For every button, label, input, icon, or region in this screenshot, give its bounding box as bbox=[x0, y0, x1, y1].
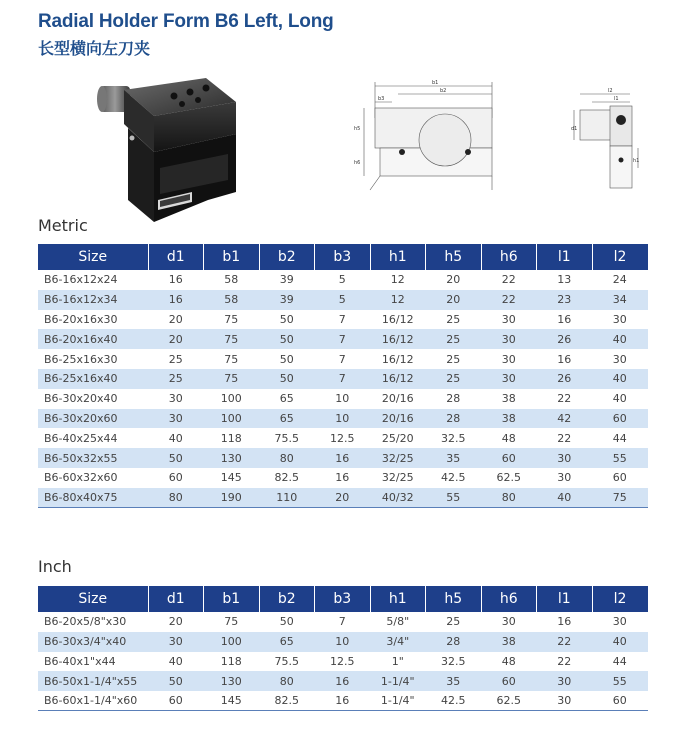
table-row bbox=[38, 428, 648, 448]
value-cell: 20 bbox=[148, 329, 204, 349]
value-cell: 44 bbox=[592, 428, 648, 448]
drawing-label-l1: l1 bbox=[614, 96, 619, 102]
value-cell: 80 bbox=[481, 488, 537, 508]
value-cell: 5/8" bbox=[370, 612, 426, 632]
value-cell: 55 bbox=[592, 448, 648, 468]
value-cell: 40 bbox=[148, 428, 204, 448]
column-header: d1 bbox=[148, 586, 204, 612]
column-header: l2 bbox=[592, 586, 648, 612]
value-cell: 3/4" bbox=[370, 632, 426, 652]
technical-drawing-side-view bbox=[570, 88, 642, 193]
page-title: Radial Holder Form B6 Left, Long bbox=[38, 11, 334, 32]
value-cell: 80 bbox=[148, 488, 204, 508]
drawing-label-h5: h5 bbox=[354, 126, 361, 132]
value-cell: 30 bbox=[148, 389, 204, 409]
table-row bbox=[38, 290, 648, 310]
table-row bbox=[38, 389, 648, 409]
value-cell: 16/12 bbox=[370, 310, 426, 330]
value-cell: 12 bbox=[370, 290, 426, 310]
value-cell: 50 bbox=[259, 310, 315, 330]
value-cell: 28 bbox=[426, 389, 482, 409]
value-cell: 30 bbox=[148, 409, 204, 429]
value-cell: 100 bbox=[204, 632, 260, 652]
value-cell: 7 bbox=[315, 369, 371, 389]
value-cell: 28 bbox=[426, 632, 482, 652]
value-cell: 38 bbox=[481, 389, 537, 409]
technical-drawing-front-view bbox=[350, 78, 495, 193]
column-header: b2 bbox=[259, 244, 315, 270]
column-header: h6 bbox=[481, 586, 537, 612]
table-row bbox=[38, 448, 648, 468]
size-cell: B6-30x20x40 bbox=[38, 389, 148, 409]
value-cell: 32/25 bbox=[370, 468, 426, 488]
column-header: b3 bbox=[315, 244, 371, 270]
value-cell: 60 bbox=[592, 691, 648, 711]
value-cell: 42.5 bbox=[426, 691, 482, 711]
value-cell: 30 bbox=[481, 369, 537, 389]
value-cell: 62.5 bbox=[481, 468, 537, 488]
table-row bbox=[38, 671, 648, 691]
drawing-label-b3: b3 bbox=[378, 96, 385, 102]
size-cell: B6-60x32x60 bbox=[38, 468, 148, 488]
value-cell: 30 bbox=[537, 468, 593, 488]
value-cell: 30 bbox=[537, 671, 593, 691]
value-cell: 82.5 bbox=[259, 468, 315, 488]
value-cell: 20/16 bbox=[370, 409, 426, 429]
table-row bbox=[38, 652, 648, 672]
value-cell: 30 bbox=[592, 612, 648, 632]
value-cell: 16 bbox=[315, 671, 371, 691]
value-cell: 13 bbox=[537, 270, 593, 290]
size-cell: B6-30x3/4"x40 bbox=[38, 632, 148, 652]
size-cell: B6-50x1-1/4"x55 bbox=[38, 671, 148, 691]
value-cell: 7 bbox=[315, 329, 371, 349]
table-row bbox=[38, 349, 648, 369]
value-cell: 16 bbox=[537, 349, 593, 369]
value-cell: 25 bbox=[426, 329, 482, 349]
table-row bbox=[38, 329, 648, 349]
size-cell: B6-60x1-1/4"x60 bbox=[38, 691, 148, 711]
value-cell: 16 bbox=[315, 448, 371, 468]
value-cell: 40/32 bbox=[370, 488, 426, 508]
drawing-label-b1: b1 bbox=[432, 80, 439, 86]
value-cell: 25 bbox=[426, 310, 482, 330]
value-cell: 24 bbox=[592, 270, 648, 290]
value-cell: 30 bbox=[537, 448, 593, 468]
value-cell: 80 bbox=[259, 671, 315, 691]
value-cell: 60 bbox=[592, 409, 648, 429]
size-cell: B6-50x32x55 bbox=[38, 448, 148, 468]
size-cell: B6-80x40x75 bbox=[38, 488, 148, 508]
value-cell: 40 bbox=[592, 329, 648, 349]
value-cell: 75 bbox=[592, 488, 648, 508]
value-cell: 60 bbox=[481, 671, 537, 691]
value-cell: 145 bbox=[204, 691, 260, 711]
value-cell: 110 bbox=[259, 488, 315, 508]
drawing-label-d1: d1 bbox=[571, 126, 578, 132]
value-cell: 25 bbox=[426, 612, 482, 632]
value-cell: 25 bbox=[148, 369, 204, 389]
value-cell: 44 bbox=[592, 652, 648, 672]
size-cell: B6-30x20x60 bbox=[38, 409, 148, 429]
size-cell: B6-40x1"x44 bbox=[38, 652, 148, 672]
value-cell: 42 bbox=[537, 409, 593, 429]
value-cell: 40 bbox=[148, 652, 204, 672]
value-cell: 25/20 bbox=[370, 428, 426, 448]
value-cell: 62.5 bbox=[481, 691, 537, 711]
value-cell: 22 bbox=[537, 652, 593, 672]
value-cell: 12.5 bbox=[315, 428, 371, 448]
metric-spec-table bbox=[38, 244, 648, 508]
value-cell: 32/25 bbox=[370, 448, 426, 468]
value-cell: 16 bbox=[148, 290, 204, 310]
value-cell: 190 bbox=[204, 488, 260, 508]
value-cell: 16/12 bbox=[370, 329, 426, 349]
value-cell: 5 bbox=[315, 290, 371, 310]
value-cell: 100 bbox=[204, 409, 260, 429]
value-cell: 10 bbox=[315, 632, 371, 652]
column-header: b1 bbox=[204, 244, 260, 270]
value-cell: 48 bbox=[481, 428, 537, 448]
value-cell: 40 bbox=[592, 389, 648, 409]
size-cell: B6-40x25x44 bbox=[38, 428, 148, 448]
inch-header-row bbox=[38, 586, 648, 612]
value-cell: 48 bbox=[481, 652, 537, 672]
value-cell: 26 bbox=[537, 329, 593, 349]
product-photo bbox=[88, 72, 248, 232]
value-cell: 39 bbox=[259, 290, 315, 310]
value-cell: 12.5 bbox=[315, 652, 371, 672]
table-row bbox=[38, 270, 648, 290]
value-cell: 75.5 bbox=[259, 652, 315, 672]
column-header: h5 bbox=[426, 244, 482, 270]
value-cell: 30 bbox=[537, 691, 593, 711]
value-cell: 58 bbox=[204, 270, 260, 290]
value-cell: 38 bbox=[481, 632, 537, 652]
value-cell: 75 bbox=[204, 612, 260, 632]
value-cell: 55 bbox=[426, 488, 482, 508]
value-cell: 10 bbox=[315, 409, 371, 429]
column-header: b1 bbox=[204, 586, 260, 612]
value-cell: 65 bbox=[259, 389, 315, 409]
column-header: b2 bbox=[259, 586, 315, 612]
size-cell: B6-20x5/8"x30 bbox=[38, 612, 148, 632]
value-cell: 40 bbox=[592, 369, 648, 389]
value-cell: 16 bbox=[148, 270, 204, 290]
value-cell: 16 bbox=[537, 612, 593, 632]
value-cell: 16/12 bbox=[370, 369, 426, 389]
value-cell: 16 bbox=[315, 691, 371, 711]
value-cell: 1-1/4" bbox=[370, 691, 426, 711]
value-cell: 60 bbox=[148, 468, 204, 488]
value-cell: 30 bbox=[148, 632, 204, 652]
value-cell: 38 bbox=[481, 409, 537, 429]
drawing-label-h1: h1 bbox=[633, 158, 640, 164]
metric-section-label: Metric bbox=[38, 216, 88, 235]
value-cell: 60 bbox=[481, 448, 537, 468]
value-cell: 25 bbox=[426, 369, 482, 389]
value-cell: 75 bbox=[204, 329, 260, 349]
drawing-label-b2: b2 bbox=[440, 88, 447, 94]
inch-spec-table bbox=[38, 586, 648, 711]
value-cell: 22 bbox=[537, 632, 593, 652]
page-subtitle-chinese: 长型横向左刀夹 bbox=[38, 39, 151, 58]
table-row bbox=[38, 310, 648, 330]
column-header: b3 bbox=[315, 586, 371, 612]
value-cell: 16 bbox=[537, 310, 593, 330]
size-cell: B6-20x16x40 bbox=[38, 329, 148, 349]
value-cell: 50 bbox=[259, 612, 315, 632]
value-cell: 1-1/4" bbox=[370, 671, 426, 691]
value-cell: 58 bbox=[204, 290, 260, 310]
column-header: h1 bbox=[370, 244, 426, 270]
column-header: Size bbox=[38, 244, 148, 270]
value-cell: 34 bbox=[592, 290, 648, 310]
value-cell: 65 bbox=[259, 632, 315, 652]
value-cell: 40 bbox=[592, 632, 648, 652]
value-cell: 25 bbox=[426, 349, 482, 369]
value-cell: 30 bbox=[592, 310, 648, 330]
value-cell: 130 bbox=[204, 671, 260, 691]
value-cell: 75.5 bbox=[259, 428, 315, 448]
table-row bbox=[38, 468, 648, 488]
value-cell: 22 bbox=[537, 428, 593, 448]
value-cell: 60 bbox=[592, 468, 648, 488]
value-cell: 22 bbox=[537, 389, 593, 409]
table-row bbox=[38, 612, 648, 632]
value-cell: 7 bbox=[315, 612, 371, 632]
table-row bbox=[38, 409, 648, 429]
value-cell: 20 bbox=[315, 488, 371, 508]
value-cell: 75 bbox=[204, 349, 260, 369]
value-cell: 60 bbox=[148, 691, 204, 711]
value-cell: 22 bbox=[481, 290, 537, 310]
value-cell: 50 bbox=[259, 349, 315, 369]
value-cell: 40 bbox=[537, 488, 593, 508]
column-header: h1 bbox=[370, 586, 426, 612]
table-row bbox=[38, 369, 648, 389]
value-cell: 10 bbox=[315, 389, 371, 409]
value-cell: 82.5 bbox=[259, 691, 315, 711]
value-cell: 35 bbox=[426, 448, 482, 468]
value-cell: 50 bbox=[259, 329, 315, 349]
value-cell: 23 bbox=[537, 290, 593, 310]
column-header: h5 bbox=[426, 586, 482, 612]
column-header: Size bbox=[38, 586, 148, 612]
value-cell: 5 bbox=[315, 270, 371, 290]
value-cell: 80 bbox=[259, 448, 315, 468]
value-cell: 20 bbox=[426, 270, 482, 290]
column-header: h6 bbox=[481, 244, 537, 270]
value-cell: 1" bbox=[370, 652, 426, 672]
value-cell: 145 bbox=[204, 468, 260, 488]
column-header: l1 bbox=[537, 244, 593, 270]
value-cell: 16/12 bbox=[370, 349, 426, 369]
value-cell: 20 bbox=[148, 612, 204, 632]
value-cell: 65 bbox=[259, 409, 315, 429]
column-header: d1 bbox=[148, 244, 204, 270]
value-cell: 30 bbox=[481, 329, 537, 349]
value-cell: 7 bbox=[315, 349, 371, 369]
value-cell: 118 bbox=[204, 652, 260, 672]
value-cell: 50 bbox=[148, 671, 204, 691]
value-cell: 16 bbox=[315, 468, 371, 488]
table-row bbox=[38, 488, 648, 508]
inch-section-label: Inch bbox=[38, 557, 72, 576]
value-cell: 30 bbox=[481, 349, 537, 369]
drawing-label-l2: l2 bbox=[608, 88, 613, 94]
value-cell: 42.5 bbox=[426, 468, 482, 488]
value-cell: 28 bbox=[426, 409, 482, 429]
value-cell: 20/16 bbox=[370, 389, 426, 409]
value-cell: 32.5 bbox=[426, 428, 482, 448]
metric-header-row bbox=[38, 244, 648, 270]
value-cell: 30 bbox=[481, 612, 537, 632]
value-cell: 50 bbox=[259, 369, 315, 389]
size-cell: B6-25x16x30 bbox=[38, 349, 148, 369]
value-cell: 12 bbox=[370, 270, 426, 290]
value-cell: 118 bbox=[204, 428, 260, 448]
table-row bbox=[38, 632, 648, 652]
size-cell: B6-20x16x30 bbox=[38, 310, 148, 330]
size-cell: B6-16x12x34 bbox=[38, 290, 148, 310]
value-cell: 20 bbox=[426, 290, 482, 310]
size-cell: B6-16x12x24 bbox=[38, 270, 148, 290]
value-cell: 30 bbox=[481, 310, 537, 330]
value-cell: 100 bbox=[204, 389, 260, 409]
column-header: l1 bbox=[537, 586, 593, 612]
value-cell: 35 bbox=[426, 671, 482, 691]
value-cell: 75 bbox=[204, 369, 260, 389]
drawing-label-h6: h6 bbox=[354, 160, 361, 166]
value-cell: 55 bbox=[592, 671, 648, 691]
value-cell: 50 bbox=[148, 448, 204, 468]
value-cell: 32.5 bbox=[426, 652, 482, 672]
column-header: l2 bbox=[592, 244, 648, 270]
table-row bbox=[38, 691, 648, 711]
value-cell: 130 bbox=[204, 448, 260, 468]
size-cell: B6-25x16x40 bbox=[38, 369, 148, 389]
value-cell: 20 bbox=[148, 310, 204, 330]
value-cell: 22 bbox=[481, 270, 537, 290]
value-cell: 75 bbox=[204, 310, 260, 330]
value-cell: 30 bbox=[592, 349, 648, 369]
value-cell: 39 bbox=[259, 270, 315, 290]
value-cell: 26 bbox=[537, 369, 593, 389]
value-cell: 7 bbox=[315, 310, 371, 330]
value-cell: 25 bbox=[148, 349, 204, 369]
